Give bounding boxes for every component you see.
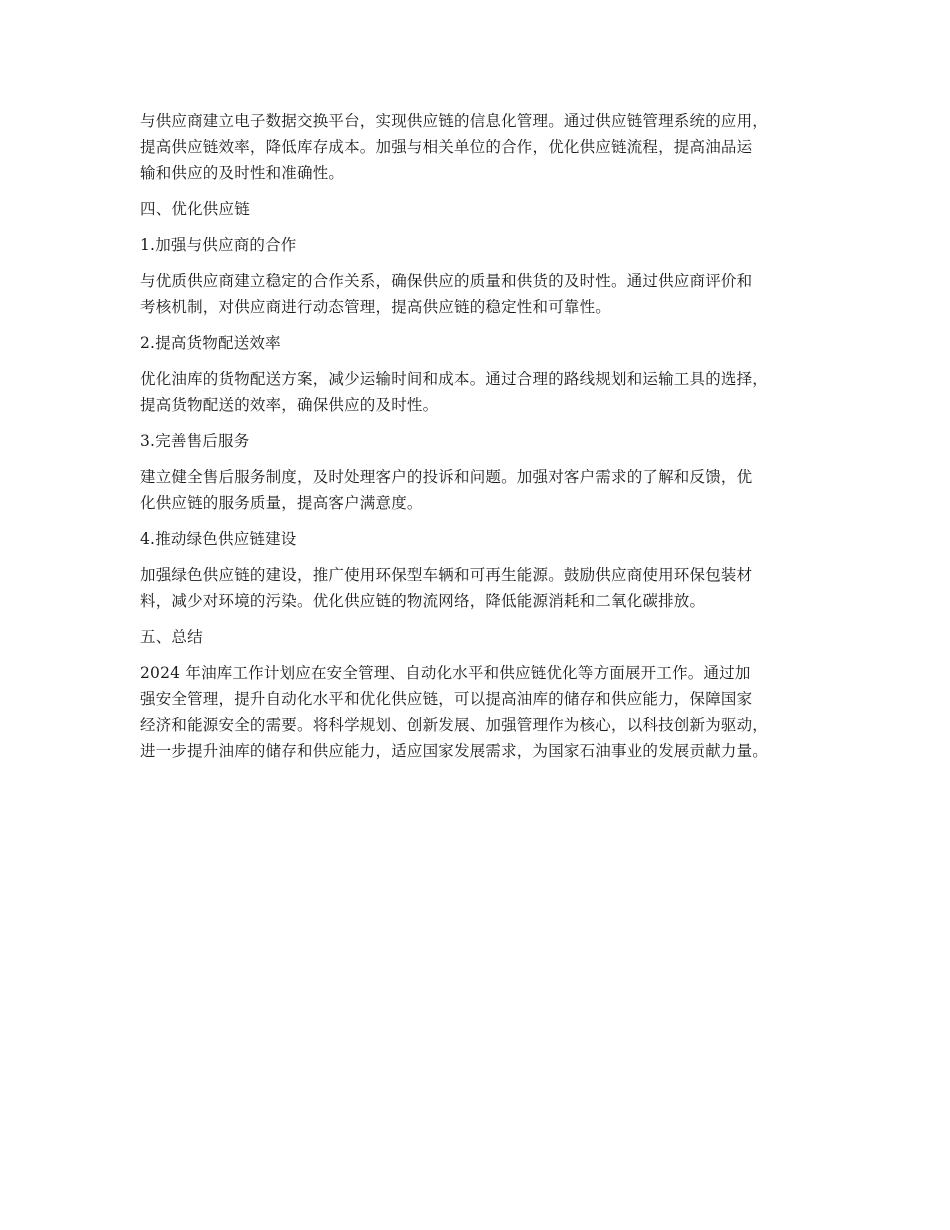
summary-paragraph	[140, 660, 832, 764]
text-line: 与供应商建立电子数据交换平台，实现供应链的信息化管理。通过供应链管理系统的应用，	[140, 112, 769, 130]
document-page	[140, 108, 832, 774]
paragraph-2	[140, 366, 832, 418]
text-line: 提高货物配送的效率，确保供应的及时性。	[140, 396, 439, 414]
text-line: 经济和能源安全的需要。将科学规划、创新发展、加强管理作为核心，以科技创新为驱动，	[140, 716, 769, 734]
text-line: 考核机制，对供应商进行动态管理，提高供应链的稳定性和可靠性。	[140, 298, 612, 316]
subheading-4	[140, 526, 832, 552]
text-line: 强安全管理，提升自动化水平和优化供应链，可以提高油库的储存和供应能力，保障国家	[140, 690, 753, 708]
text-line: 料，减少对环境的污染。优化供应链的物流网络，降低能源消耗和二氧化碳排放。	[140, 592, 706, 610]
text-line: 2024 年油库工作计划应在安全管理、自动化水平和供应链优化等方面展开工作。通过加	[140, 664, 751, 682]
heading-text: 4.推动绿色供应链建设	[140, 530, 297, 548]
section-heading-4	[140, 196, 832, 222]
intro-paragraph	[140, 108, 832, 186]
heading-text: 四、优化供应链	[140, 200, 250, 218]
section-heading-5	[140, 624, 832, 650]
subheading-3	[140, 428, 832, 454]
paragraph-1	[140, 268, 832, 320]
text-line: 建立健全售后服务制度，及时处理客户的投诉和问题。加强对客户需求的了解和反馈，优	[140, 468, 753, 486]
text-line: 化供应链的服务质量，提高客户满意度。	[140, 494, 423, 512]
paragraph-4	[140, 562, 832, 614]
heading-text: 1.加强与供应商的合作	[140, 236, 297, 254]
text-line: 优化油库的货物配送方案，减少运输时间和成本。通过合理的路线规划和运输工具的选择，	[140, 370, 769, 388]
paragraph-3	[140, 464, 832, 516]
subheading-1	[140, 232, 832, 258]
text-line: 输和供应的及时性和准确性。	[140, 164, 345, 182]
heading-text: 五、总结	[140, 628, 203, 646]
text-line: 进一步提升油库的储存和供应能力，适应国家发展需求，为国家石油事业的发展贡献力量。	[140, 742, 769, 760]
subheading-2	[140, 330, 832, 356]
text-line: 与优质供应商建立稳定的合作关系，确保供应的质量和供货的及时性。通过供应商评价和	[140, 272, 753, 290]
heading-text: 3.完善售后服务	[140, 432, 250, 450]
text-line: 加强绿色供应链的建设，推广使用环保型车辆和可再生能源。鼓励供应商使用环保包装材	[140, 566, 753, 584]
heading-text: 2.提高货物配送效率	[140, 334, 281, 352]
text-line: 提高供应链效率，降低库存成本。加强与相关单位的合作，优化供应链流程，提高油品运	[140, 138, 753, 156]
